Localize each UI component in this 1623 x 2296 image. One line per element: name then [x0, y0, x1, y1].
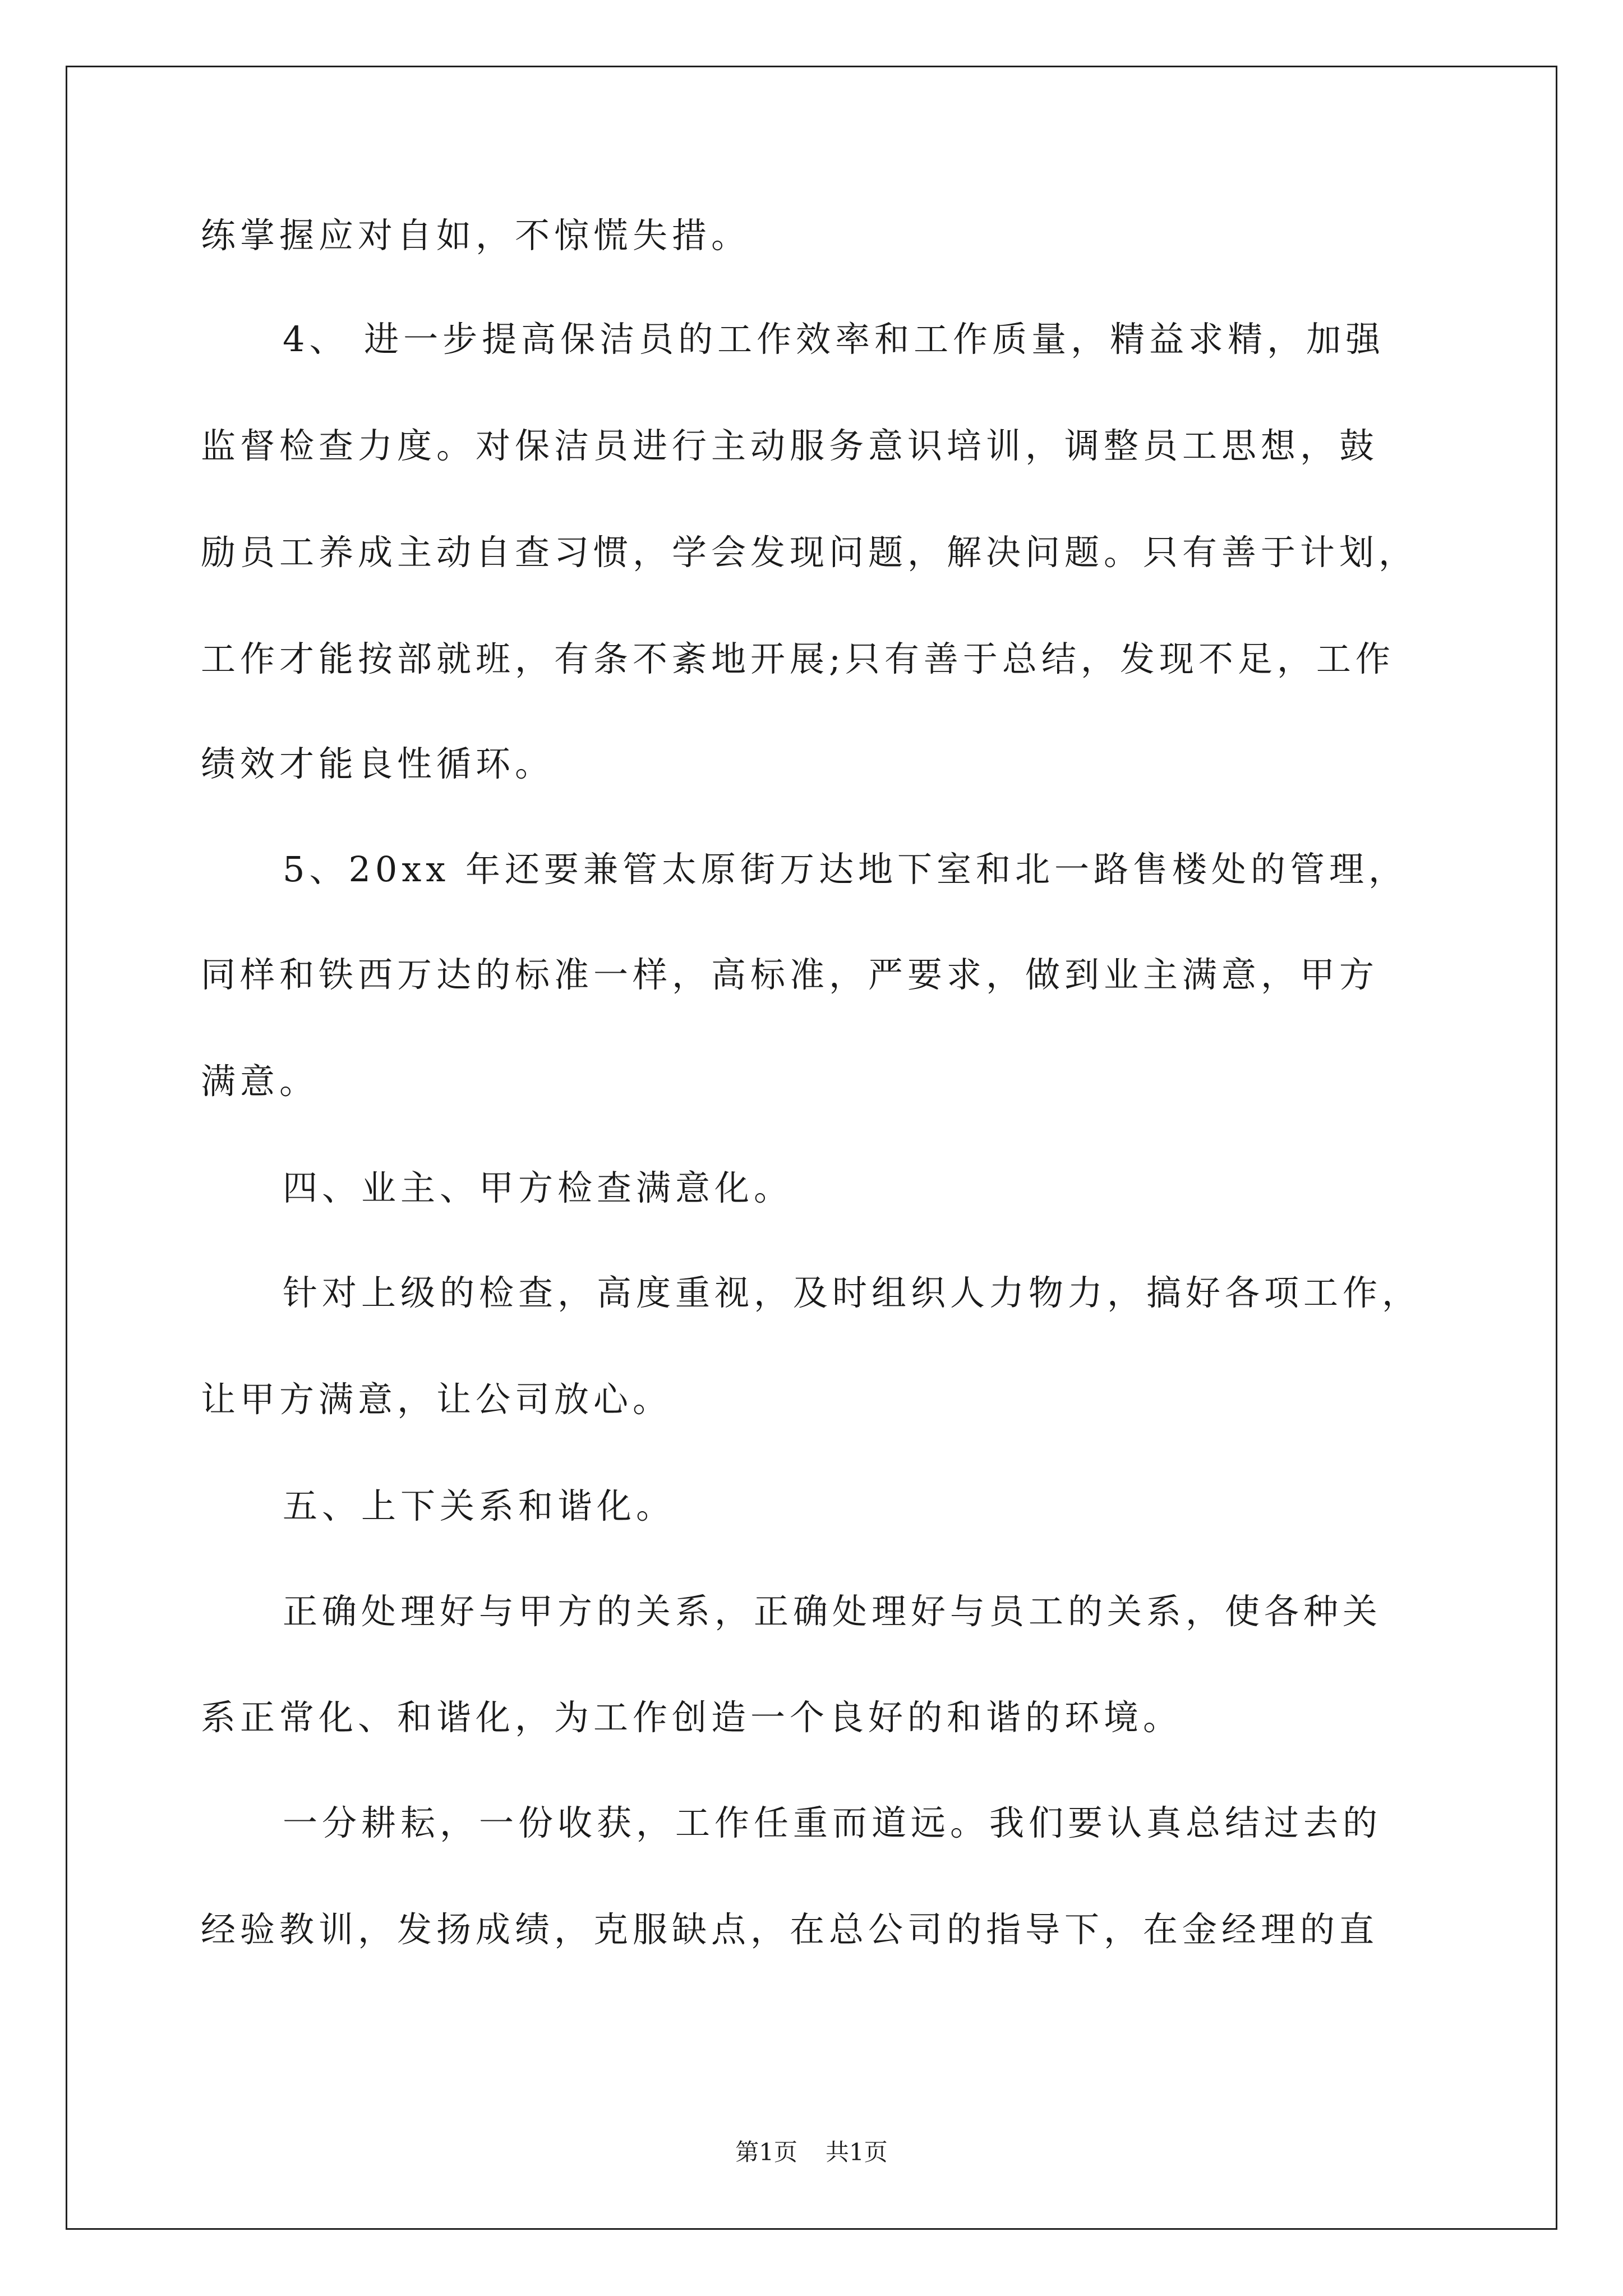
text-line-15: 系正常化、和谐化，为工作创造一个良好的和谐的环境。: [201, 1697, 1183, 1738]
text-line-9: 满意。: [201, 1061, 319, 1102]
page-border: [66, 66, 1557, 2230]
text-line-12: 让甲方满意，让公司放心。: [201, 1379, 672, 1420]
text-line-17: 经验教训，发扬成绩，克服缺点，在总公司的指导下，在金经理的直: [201, 1909, 1379, 1950]
text-line-13: 五、上下关系和谐化。: [283, 1485, 676, 1526]
text-line-11: 针对上级的检查，高度重视，及时组织人力物力，搞好各项工作，: [283, 1272, 1422, 1313]
page-current-label: 第1页: [735, 2138, 797, 2166]
text-line-4: 励员工养成主动自查习惯，学会发现问题，解决问题。只有善于计划，: [201, 532, 1418, 573]
text-line-1: 练掌握应对自如，不惊慌失措。: [201, 215, 751, 256]
text-line-6: 绩效才能良性循环。: [201, 743, 555, 784]
text-line-3: 监督检查力度。对保洁员进行主动服务意识培训，调整员工思想，鼓: [201, 425, 1379, 466]
text-line-16: 一分耕耘，一份收获，工作任重而道远。我们要认真总结过去的: [283, 1802, 1382, 1843]
text-line-10: 四、业主、甲方检查满意化。: [283, 1167, 794, 1208]
page-footer: [0, 2138, 1623, 2166]
text-line-7: 5、20xx 年还要兼管太原街万达地下室和北一路售楼处的管理，: [283, 849, 1408, 890]
text-line-8: 同样和铁西万达的标准一样，高标准，严要求，做到业主满意，甲方: [201, 954, 1379, 995]
text-line-14: 正确处理好与甲方的关系，正确处理好与员工的关系，使各种关: [283, 1591, 1382, 1632]
text-line-5: 工作才能按部就班，有条不紊地开展;只有善于总结，发现不足，工作: [201, 638, 1395, 679]
page-total-label: 共1页: [826, 2138, 888, 2166]
text-line-2: 4、 进一步提高保洁员的工作效率和工作质量，精益求精，加强: [283, 319, 1385, 360]
